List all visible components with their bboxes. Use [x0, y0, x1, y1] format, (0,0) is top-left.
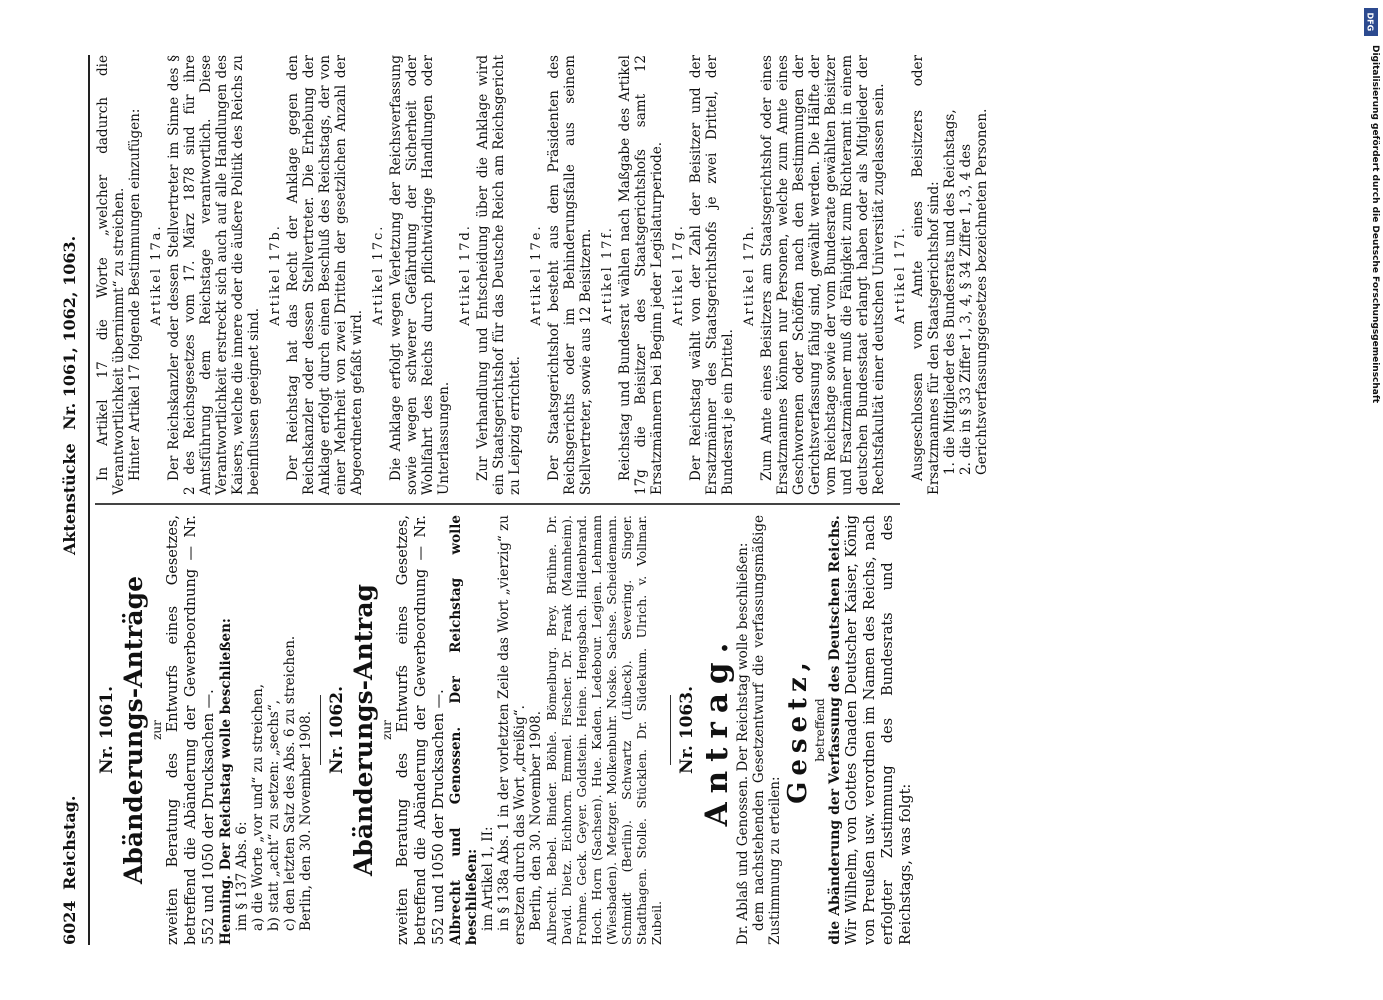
- doc-1061-section: im § 137 Abs. 6:: [234, 821, 250, 931]
- article-17e-heading: Artikel 17e.: [529, 224, 544, 326]
- left-column: [95, 515, 915, 945]
- exclusion-item-2: 2. die in § 33 Ziffer 1, 3, 4, § 34 Ziffer 1, 3, 4 des Gerichtsverfassungsgesetzes bezeichneten Personen.: [958, 108, 990, 475]
- article-17i-text: Ausgeschlossen vom Amte eines Beisitzers oder Ersatzmannes für den Staatsgerichtshof sind:: [910, 55, 942, 495]
- doc-1061-number: Nr. 1061.: [97, 686, 117, 775]
- article-17f-text: Reichstag und Bundesrat wählen nach Maßgabe des Artikel 17g die Beisitzer des Staatsgerichtshofs samt 12 Ersatzmännern bei Beginn jeder Legislaturperiode.: [617, 55, 665, 495]
- article-17a-text: Der Reichskanzler oder dessen Stellvertreter im Sinne des § 2 des Reichsgesetzes vom 17. März 1878 sind für ihre Amtsführung dem Reichstage verantwortlich. Diese Verantwortlichkeit erstreckt sich auch auf alle Handlungen des Kaisers, welche die innere oder die äußere Politik des Reichs zu beeinflussen geeignet sind.: [166, 55, 262, 495]
- doc-1061-item-b: b) statt „acht“ zu setzen: „sechs“,: [266, 699, 282, 931]
- doc-1061-title: Abänderungs-Anträge: [119, 576, 148, 884]
- dfg-logo: [1364, 8, 1378, 36]
- aktenstuecke-label: Aktenstücke: [60, 443, 79, 555]
- page-number: 6024: [60, 900, 79, 945]
- digitization-credit: Digitalisierung gefördert durch die Deutsche Forschungsgemeinschaft: [1370, 45, 1380, 404]
- doc-1062-number: Nr. 1062.: [327, 686, 347, 775]
- document-numbers: Nr. 1061, 1062, 1063.: [60, 235, 79, 430]
- running-title: Reichstag.: [60, 795, 79, 890]
- article-17h-text: Zum Amte eines Beisitzers am Staatsgerichtshof oder eines Ersatzmannes können nur Personen, welche zum Amte eines Geschworenen oder Schöffen nach den Bestimmungen der Gerichtsverfassung fähig sind, gewählt werden. Die Hälfte der vom Reichstage sowie der vom Bundesrate gewählten Beisitzer und Ersatzmänner muß die Fähigkeit zum Richteramt in einem deutschen Bundesstaat erlangt haben oder als Mitglieder der Rechtsfakultät einer deutschen Universität zugelassen sein.: [759, 55, 887, 495]
- article-17f-heading: Artikel 17f.: [600, 226, 615, 324]
- law-subject: die Abänderung der Verfassung des Deutschen Reichs.: [827, 515, 843, 945]
- separator: [670, 695, 671, 765]
- header-rule: [88, 55, 90, 945]
- article-17e-text: Der Staatsgerichtshof besteht aus dem Präsidenten des Reichsgerichts oder im Behinderungsfalle aus seinem Stellvertreter, sowie aus 12 Beisitzern.: [546, 55, 594, 495]
- right-column: [95, 55, 990, 495]
- article-17d-heading: Artikel 17d.: [458, 224, 473, 326]
- doc-1062-section: im Artikel 1, II:: [480, 826, 496, 931]
- doc-1063-motion: Dr. Ablaß und Genossen. Der Reichstag wolle beschließen:: [735, 542, 751, 945]
- doc-1061-motion: Henning. Der Reichstag wolle beschließen:: [218, 618, 234, 945]
- doc-1061-body: zweiten Beratung des Entwurfs eines Gesetzes, betreffend die Abänderung der Gewerbeordnung — Nr. 552 und 1050 der Drucksachen —.: [165, 515, 217, 945]
- exclusion-item-1: 1. die Mitglieder des Bundesrats und des Reichstags,: [942, 109, 958, 475]
- law-preamble: Wir Wilhelm, von Gottes Gnaden Deutscher Kaiser, König von Preußen usw. verordnen im Namen des Reichs, nach erfolgter Zustimmung des Bundesrats und des Reichstags, was folgt:: [844, 515, 914, 945]
- article-17g-text: Der Reichstag wählt von der Zahl der Beisitzer und der Ersatzmänner des Staatsgerichtshofs je zwei Drittel, der Bundesrat je ein Drittel.: [688, 55, 736, 495]
- column-divider: [95, 504, 900, 506]
- dfg-logo-text: DFG: [1365, 12, 1375, 32]
- article-17g-heading: Artikel 17g.: [671, 224, 686, 326]
- article-17c-text: Die Anklage erfolgt wegen Verletzung der Reichsverfassung sowie wegen schwerer Gefährdung der Sicherheit oder Wohlfahrt des Reichs durch pflichtwidrige Handlungen oder Unterlassungen.: [388, 55, 452, 495]
- doc-1061-date: Berlin, den 30. November 1908.: [298, 710, 314, 931]
- doc-1062-zur: zur: [380, 720, 394, 740]
- doc-1061-item-a: a) die Worte „vor und“ zu streichen,: [250, 683, 266, 931]
- doc-1062-date: Berlin, den 30. November 1908.: [528, 710, 544, 931]
- article-17a-heading: Artikel 17a.: [149, 224, 164, 326]
- doc-1062-title: Abänderungs-Antrag: [349, 583, 378, 877]
- doc-1062-text: in § 138a Abs. 1 in der vorletzten Zeile das Wort „vierzig“ zu ersetzen durch das Wort „dreißig“.: [496, 515, 528, 945]
- article-17h-heading: Artikel 17h.: [742, 224, 757, 326]
- doc-1063-number: Nr. 1063.: [677, 686, 697, 775]
- article-17d-text: Zur Verhandlung und Entscheidung über die Anklage wird ein Staatsgerichtshof für das Deutsche Reich am Reichsgericht zu Leipzig errichtet.: [475, 55, 523, 495]
- doc-1061-item-c: c) den letzten Satz des Abs. 6 zu streichen.: [282, 635, 298, 931]
- doc-1062-body: zweiten Beratung des Entwurfs eines Gesetzes, betreffend die Abänderung der Gewerbeordnung — Nr. 552 und 1050 der Drucksachen —.: [395, 515, 447, 945]
- doc-1062-signers: Albrecht. Bebel. Binder. Böhle. Bömelburg. Brey. Brühne. Dr. David. Dietz. Eichhorn. Emmel. Fischer. Dr. Frank (Mannheim). Frohme. Geck. Geyer. Goldstein. Heine. Hengsbach. Hildenbrand. Hoch. Horn (Sachsen). Hue. Kaden. Ledebour. Legien. Lehmann (Wiesbaden). Metzger. Molkenbuhr. Noske. Sachse. Scheidemann. Schmidt (Berlin). Schwartz (Lübeck). Severing. Singer. Stadthagen. Stolle. Stücklen. Dr. Südekum. Ulrich. v. Vollmar. Zubeil.: [544, 515, 664, 945]
- article-17i-heading: Artikel 17i.: [893, 226, 908, 324]
- article-17c-heading: Artikel 17c.: [371, 224, 386, 326]
- doc-1061-zur: zur: [150, 720, 164, 740]
- separator: [320, 695, 321, 765]
- doc-1063-title: Antrag.: [699, 633, 735, 827]
- article-17b-heading: Artikel 17b.: [268, 224, 283, 326]
- doc-1062-motion: Albrecht und Genossen. Der Reichstag wolle beschließen:: [448, 515, 480, 945]
- right-intro-2: Hinter Artikel 17 folgende Bestimmungen einzufügen:: [127, 108, 143, 481]
- right-intro-1: In Artikel 17 die Worte „welcher dadurch die Verantwortlichkeit übernimmt“ zu streichen.: [95, 55, 127, 495]
- law-title: Gesetz,: [783, 656, 813, 804]
- law-betreffend: betreffend: [813, 698, 827, 762]
- page-header: [60, 55, 86, 945]
- doc-1063-motion-text: dem nachstehenden Gesetzentwurf die verfassungsmäßige Zustimmung zu erteilen:: [751, 515, 783, 945]
- article-17b-text: Der Reichstag hat das Recht der Anklage gegen den Reichskanzler oder dessen Stellvertreter. Die Erhebung der Anklage erfolgt durch einen Beschluß des Reichstags, der von einer Mehrheit von zwei Dritteln der gesetzlichen Anzahl der Abgeordneten gefaßt wird.: [285, 55, 365, 495]
